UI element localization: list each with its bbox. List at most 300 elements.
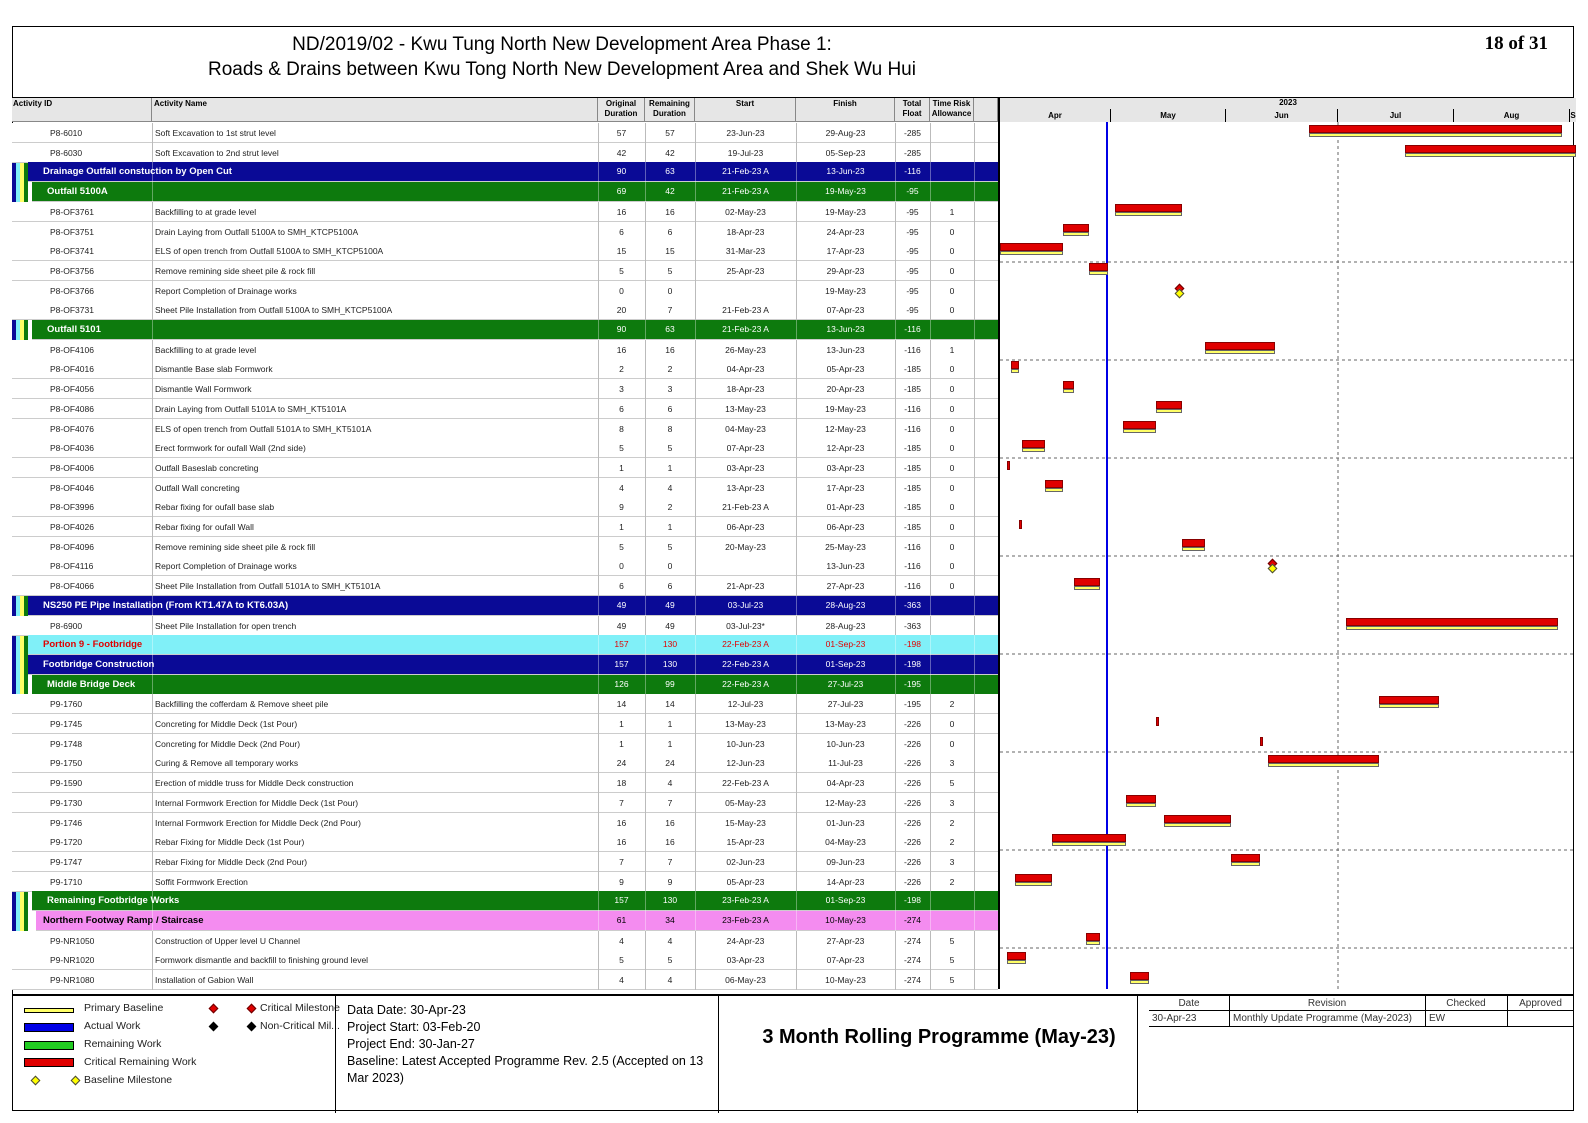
column-separator <box>645 419 646 439</box>
column-separator <box>930 537 931 557</box>
activity-bar[interactable] <box>1346 618 1558 626</box>
legend-noncritical-milestone-icon <box>209 1022 219 1032</box>
table-row[interactable] <box>12 143 998 163</box>
revision-hdr-line <box>1149 1010 1574 1011</box>
activity-bar[interactable] <box>1126 795 1156 803</box>
activity-name: Erection of middle truss for Middle Deck construction <box>155 778 354 788</box>
legend-critical-milestone-icon <box>209 1004 219 1014</box>
column-separator <box>895 813 896 833</box>
activity-id: P8-OF3741 <box>50 246 94 256</box>
column-separator <box>974 537 975 557</box>
start-date: 23-Jun-23 <box>726 128 765 138</box>
column-separator <box>930 872 931 892</box>
column-separator <box>796 182 797 202</box>
original-duration: 57 <box>616 128 627 138</box>
column-separator <box>152 359 153 379</box>
column-separator <box>645 162 646 182</box>
project-end: Project End: 30-Jan-27 <box>347 1037 475 1051</box>
start-date: 21-Feb-23 A <box>722 324 769 334</box>
column-separator <box>796 556 797 576</box>
activity-bar[interactable] <box>1156 717 1159 726</box>
table-row[interactable] <box>12 576 998 596</box>
column-separator <box>895 852 896 872</box>
activity-id: P9-1750 <box>50 758 83 768</box>
remaining-duration: 16 <box>665 345 675 355</box>
activity-bar[interactable] <box>1115 204 1182 212</box>
table-row[interactable] <box>12 734 998 754</box>
rev-hdr-revision: Revision <box>1307 998 1347 1009</box>
column-separator <box>895 753 896 773</box>
table-row[interactable] <box>12 497 998 517</box>
total-float: -198 <box>903 639 921 649</box>
table-row[interactable] <box>12 773 998 793</box>
activity-bar[interactable] <box>1164 815 1231 823</box>
column-separator <box>796 773 797 793</box>
activity-bar[interactable] <box>1052 834 1126 842</box>
start-date: 24-Apr-23 <box>726 936 765 946</box>
activity-bar[interactable] <box>1086 933 1101 941</box>
original-duration: 7 <box>619 857 624 867</box>
table-row[interactable] <box>12 379 998 399</box>
wbs-band-row[interactable] <box>28 596 998 616</box>
activity-bar[interactable] <box>1063 224 1089 232</box>
rev-hdr-date: Date <box>1178 998 1200 1009</box>
finish-date: 01-Jun-23 <box>826 818 865 828</box>
activity-bar[interactable] <box>1205 342 1276 350</box>
total-float: -116 <box>904 542 921 552</box>
column-separator <box>796 734 797 754</box>
column-separator <box>598 753 599 773</box>
activity-bar[interactable] <box>1074 578 1100 586</box>
total-float: -116 <box>904 324 921 334</box>
time-risk-allowance: 0 <box>949 227 955 237</box>
table-row[interactable] <box>12 281 998 301</box>
remaining-duration: 63 <box>665 166 675 176</box>
activity-bar[interactable] <box>1379 696 1439 704</box>
column-separator <box>695 281 696 301</box>
column-separator <box>974 911 975 931</box>
table-row[interactable] <box>12 458 998 478</box>
activity-bar[interactable] <box>1007 461 1010 470</box>
original-duration: 90 <box>616 324 627 334</box>
finish-date: 10-Jun-23 <box>826 739 865 749</box>
start-date: 21-Apr-23 <box>726 581 765 591</box>
column-separator <box>974 675 975 695</box>
total-float: -226 <box>903 778 921 788</box>
column-separator <box>796 714 797 734</box>
activity-name: Outfall Wall concreting <box>155 483 240 493</box>
table-row[interactable] <box>12 517 998 537</box>
table-row[interactable] <box>12 222 998 242</box>
baseline-bar <box>1074 586 1100 590</box>
column-separator <box>598 123 599 143</box>
column-separator <box>796 300 797 320</box>
start-date: 02-Jun-23 <box>726 857 765 867</box>
column-separator <box>598 222 599 242</box>
column-separator <box>796 813 797 833</box>
column-separator <box>895 281 896 301</box>
activity-bar[interactable] <box>1045 480 1064 488</box>
column-separator <box>974 813 975 833</box>
column-separator <box>152 753 153 773</box>
baseline-bar <box>1268 763 1380 767</box>
table-row[interactable] <box>12 793 998 813</box>
column-separator <box>152 556 153 576</box>
activity-bar[interactable] <box>1260 737 1263 746</box>
table-row[interactable] <box>12 813 998 833</box>
total-float: -95 <box>906 186 919 196</box>
activity-bar[interactable] <box>1182 539 1204 547</box>
time-risk-allowance: 0 <box>949 286 955 296</box>
column-separator <box>796 635 797 655</box>
title-area <box>12 27 1574 97</box>
column-separator <box>645 379 646 399</box>
activity-name: Report Completion of Drainage works <box>155 286 297 296</box>
activity-id: P9-1590 <box>50 778 83 788</box>
activity-id: P8-OF3756 <box>50 266 94 276</box>
remaining-duration: 99 <box>665 679 675 689</box>
column-separator <box>598 635 599 655</box>
activity-name: ELS of open trench from Outfall 5101A to SMH_KT5101A <box>155 424 372 434</box>
column-separator <box>930 734 931 754</box>
original-duration: 15 <box>616 246 627 256</box>
table-row[interactable] <box>12 202 998 222</box>
column-separator <box>895 891 896 911</box>
wbs-band-row[interactable] <box>32 675 998 695</box>
column-separator <box>645 753 646 773</box>
table-row[interactable] <box>12 359 998 379</box>
table-row[interactable] <box>12 241 998 261</box>
original-duration: 61 <box>616 915 627 925</box>
legend-actual-work: Actual Work <box>84 1020 141 1032</box>
wbs-band-row[interactable] <box>28 635 998 655</box>
total-float: -226 <box>903 798 921 808</box>
original-duration: 14 <box>616 699 627 709</box>
activity-bar[interactable] <box>1309 125 1562 133</box>
column-separator <box>695 891 696 911</box>
column-separator <box>974 517 975 537</box>
column-separator <box>930 261 931 281</box>
column-separator <box>695 931 696 951</box>
remaining-duration: 5 <box>667 443 673 453</box>
original-duration: 0 <box>619 561 624 571</box>
baseline-bar <box>1052 842 1126 846</box>
activity-bar[interactable] <box>1011 361 1018 369</box>
finish-date: 07-Apr-23 <box>826 955 865 965</box>
column-separator <box>974 694 975 714</box>
time-risk-allowance: 0 <box>949 443 955 453</box>
remaining-duration: 5 <box>667 955 673 965</box>
table-row[interactable] <box>12 438 998 458</box>
column-separator <box>895 340 896 360</box>
column-separator <box>895 576 896 596</box>
total-float: -226 <box>903 818 921 828</box>
column-separator <box>645 241 646 261</box>
wbs-band-row[interactable] <box>28 655 998 675</box>
time-risk-allowance: 0 <box>949 246 955 256</box>
finish-date: 28-Aug-23 <box>825 621 866 631</box>
col-finish[interactable]: Finish <box>796 98 895 122</box>
time-risk-allowance: 0 <box>949 561 955 571</box>
start-date: 03-Jul-23 <box>727 600 764 610</box>
column-separator <box>152 891 153 911</box>
column-separator <box>695 576 696 596</box>
column-separator <box>645 852 646 872</box>
column-separator <box>895 635 896 655</box>
column-separator <box>930 320 931 340</box>
column-separator <box>645 517 646 537</box>
column-separator <box>895 675 896 695</box>
month-sep: S <box>1570 111 1576 120</box>
rev-date: 30-Apr-23 <box>1152 1013 1197 1024</box>
finish-date: 27-Jul-23 <box>827 699 864 709</box>
column-separator <box>695 379 696 399</box>
column-separator <box>930 832 931 852</box>
activity-bar[interactable] <box>1231 854 1261 862</box>
column-separator <box>974 320 975 340</box>
start-date: 23-Feb-23 A <box>722 895 769 905</box>
activity-name: Curing & Remove all temporary works <box>155 758 299 768</box>
table-row[interactable] <box>12 419 998 439</box>
activity-name: Sheet Pile Installation from Outfall 5100A to SMH_KTCP5100A <box>155 305 393 315</box>
column-separator <box>895 970 896 990</box>
activity-bar[interactable] <box>1089 263 1108 271</box>
activity-bar[interactable] <box>1156 401 1182 409</box>
original-duration: 49 <box>616 600 627 610</box>
table-row[interactable] <box>12 478 998 498</box>
time-risk-allowance: 2 <box>949 837 955 847</box>
remaining-duration: 6 <box>667 404 673 414</box>
start-date: 23-Feb-23 A <box>722 915 769 925</box>
baseline-bar <box>1089 271 1108 275</box>
wbs-band-row[interactable] <box>32 320 998 340</box>
col-activity-name[interactable]: Activity Name <box>152 98 598 122</box>
column-separator <box>152 970 153 990</box>
column-separator <box>695 655 696 675</box>
col-tf-l2: Float <box>902 109 922 118</box>
col-orig-l2: Duration <box>604 109 638 118</box>
activity-name: Concreting for Middle Deck (2nd Pour) <box>155 739 301 749</box>
activity-id: P8-6900 <box>50 621 83 631</box>
column-separator <box>695 793 696 813</box>
column-separator <box>152 241 153 261</box>
activity-id: P9-1745 <box>50 719 83 729</box>
start-date: 21-Feb-23 A <box>722 502 769 512</box>
column-separator <box>974 281 975 301</box>
col-total-float[interactable] <box>895 98 930 122</box>
finish-date: 20-Apr-23 <box>826 384 865 394</box>
legend-baseline-milestone-icon <box>31 1076 41 1086</box>
column-separator <box>796 911 797 931</box>
start-date: 07-Apr-23 <box>726 443 765 453</box>
table-row[interactable] <box>12 852 998 872</box>
start-date: 31-Mar-23 <box>725 246 766 256</box>
start-date: 21-Feb-23 A <box>722 186 769 196</box>
total-float: -95 <box>906 305 919 315</box>
table-row[interactable] <box>12 753 998 773</box>
column-separator <box>895 399 896 419</box>
column-separator <box>974 872 975 892</box>
activity-bar[interactable] <box>1022 440 1044 448</box>
original-duration: 16 <box>616 818 627 828</box>
column-separator <box>930 419 931 439</box>
table-row[interactable] <box>12 931 998 951</box>
column-separator <box>974 556 975 576</box>
total-float: -185 <box>903 384 921 394</box>
baseline-bar <box>1000 251 1063 255</box>
column-separator <box>796 655 797 675</box>
total-float: -274 <box>903 936 921 946</box>
column-separator <box>796 694 797 714</box>
activity-bar[interactable] <box>1130 972 1149 980</box>
activity-bar[interactable] <box>1019 520 1022 529</box>
start-date: 21-Feb-23 A <box>722 166 769 176</box>
original-duration: 5 <box>619 443 624 453</box>
table-row[interactable] <box>12 694 998 714</box>
original-duration: 4 <box>619 483 624 493</box>
activity-bar[interactable] <box>1268 755 1380 763</box>
column-separator <box>895 872 896 892</box>
activity-id: P8-OF4096 <box>50 542 94 552</box>
column-separator <box>796 517 797 537</box>
col-start[interactable]: Start <box>695 98 796 122</box>
column-separator <box>695 202 696 222</box>
activity-bar[interactable] <box>1123 421 1156 429</box>
total-float: -285 <box>903 148 921 158</box>
activity-name: Formwork dismantle and backfill to finishing ground level <box>155 955 369 965</box>
original-duration: 9 <box>619 877 624 887</box>
finish-date: 10-May-23 <box>825 975 866 985</box>
table-row[interactable] <box>12 556 998 576</box>
column-separator <box>930 694 931 714</box>
column-separator <box>598 478 599 498</box>
col-time-risk[interactable] <box>930 98 974 122</box>
activity-bar[interactable] <box>1015 874 1052 882</box>
time-risk-allowance: 0 <box>949 483 955 493</box>
finish-date: 01-Sep-23 <box>825 659 866 669</box>
column-separator <box>645 793 646 813</box>
col-activity-id[interactable]: Activity ID <box>12 98 152 122</box>
remaining-duration: 2 <box>667 364 673 374</box>
table-row[interactable] <box>12 300 998 320</box>
wbs-name: Outfall 5101 <box>47 324 101 335</box>
total-float: -95 <box>906 207 919 217</box>
column-separator <box>974 576 975 596</box>
activity-bar[interactable] <box>1007 952 1026 960</box>
column-separator <box>152 714 153 734</box>
activity-name: Soffit Formwork Erection <box>155 877 248 887</box>
wbs-band-row[interactable] <box>32 891 998 911</box>
col-rem-l2: Duration <box>653 109 686 118</box>
column-separator <box>796 832 797 852</box>
column-separator <box>152 675 153 695</box>
start-date: 13-Apr-23 <box>726 483 765 493</box>
column-separator <box>974 832 975 852</box>
column-separator <box>695 359 696 379</box>
remaining-duration: 34 <box>665 915 675 925</box>
activity-name: Rebar fixing for oufall base slab <box>155 502 275 512</box>
wbs-name: Footbridge Construction <box>43 659 155 670</box>
wbs-band-row[interactable] <box>32 182 998 202</box>
column-separator <box>152 655 153 675</box>
column-separator <box>695 911 696 931</box>
activity-id: P8-OF4086 <box>50 404 94 414</box>
total-float: -226 <box>903 719 921 729</box>
table-row[interactable] <box>12 537 998 557</box>
start-date: 04-May-23 <box>725 424 766 434</box>
table-row[interactable] <box>12 950 998 970</box>
column-separator <box>645 714 646 734</box>
table-row[interactable] <box>12 261 998 281</box>
table-row[interactable] <box>12 340 998 360</box>
finish-date: 27-Apr-23 <box>826 936 865 946</box>
column-separator <box>974 891 975 911</box>
remaining-duration: 49 <box>665 600 675 610</box>
column-separator <box>152 143 153 163</box>
wbs-band-row[interactable] <box>36 911 998 931</box>
table-row[interactable] <box>12 970 998 990</box>
activity-id: P8-6030 <box>50 148 83 158</box>
original-duration: 4 <box>619 936 624 946</box>
table-row[interactable] <box>12 872 998 892</box>
col-tr-l2: Allowance <box>931 109 972 118</box>
column-separator <box>974 970 975 990</box>
time-risk-allowance: 0 <box>949 719 955 729</box>
finish-date: 19-May-23 <box>825 207 866 217</box>
col-original-duration[interactable] <box>598 98 645 122</box>
finish-date: 13-Jun-23 <box>826 324 865 334</box>
column-separator <box>930 162 931 182</box>
column-separator <box>598 320 599 340</box>
gantt-gridlines <box>1000 122 1576 989</box>
footer-divider-2 <box>718 996 719 1113</box>
column-separator <box>645 931 646 951</box>
activity-id: P8-OF3731 <box>50 305 94 315</box>
time-risk-allowance: 2 <box>949 818 955 828</box>
activity-id: P8-OF4036 <box>50 443 94 453</box>
column-separator <box>598 891 599 911</box>
original-duration: 1 <box>619 739 624 749</box>
table-row[interactable] <box>12 399 998 419</box>
column-separator <box>645 123 646 143</box>
remaining-duration: 14 <box>665 699 675 709</box>
column-separator <box>152 616 153 636</box>
table-row[interactable] <box>12 832 998 852</box>
column-separator <box>895 556 896 576</box>
activity-bar[interactable] <box>1000 243 1063 251</box>
column-separator <box>695 675 696 695</box>
remaining-duration: 5 <box>667 266 673 276</box>
finish-date: 13-Jun-23 <box>826 345 865 355</box>
original-duration: 3 <box>619 384 624 394</box>
column-separator <box>974 340 975 360</box>
column-separator <box>598 202 599 222</box>
column-separator <box>152 399 153 419</box>
activity-bar[interactable] <box>1405 145 1576 153</box>
table-row[interactable] <box>12 616 998 636</box>
col-remaining-duration[interactable] <box>645 98 695 122</box>
column-separator <box>796 123 797 143</box>
activity-bar[interactable] <box>1063 381 1074 389</box>
column-separator <box>152 340 153 360</box>
table-row[interactable] <box>12 123 998 143</box>
baseline-bar <box>1156 409 1182 413</box>
table-row[interactable] <box>12 714 998 734</box>
wbs-band-row[interactable] <box>28 162 998 182</box>
column-separator <box>930 399 931 419</box>
column-separator <box>796 419 797 439</box>
column-separator <box>645 576 646 596</box>
